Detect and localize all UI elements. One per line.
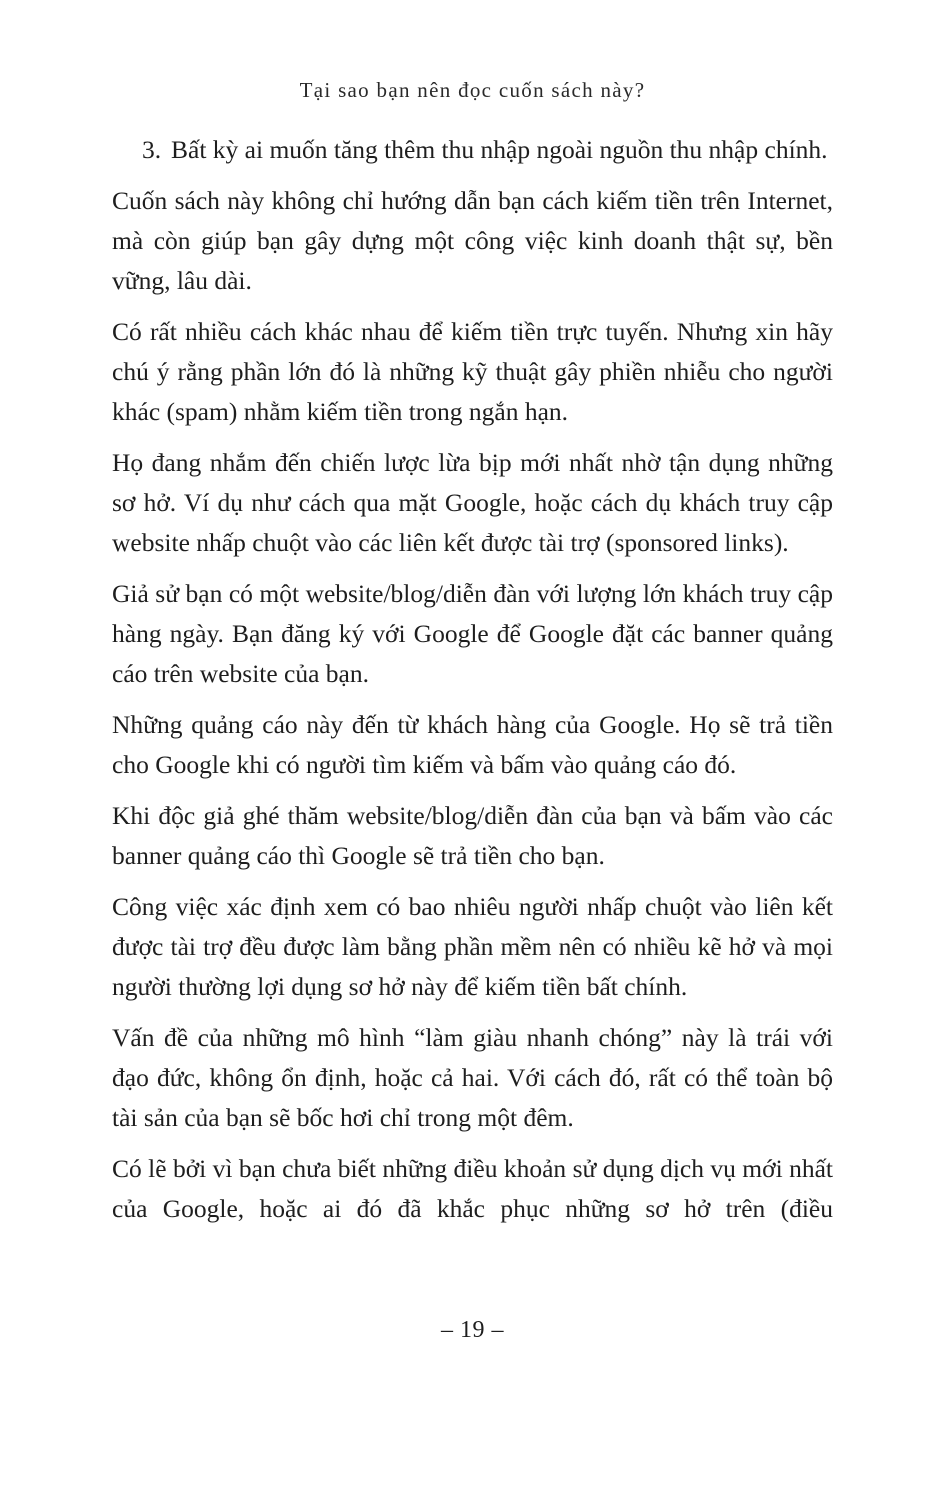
paragraph: Vấn đề của những mô hình “làm giàu nhanh chóng” này là trái với đạo đức, không ổn định, hoặc cả hai. Với cách đó, rất có thể toàn bộ tài sản của bạn sẽ bốc hơi chỉ trong một đêm. (112, 1023, 833, 1132)
list-item-text: Bất kỳ ai muốn tăng thêm thu nhập ngoài nguồn thu nhập chính. (171, 135, 828, 164)
paragraph-continued: Có lẽ bởi vì bạn chưa biết những điều khoản sử dụng dịch vụ mới nhất của Google, hoặc ai đó đã khắc phục những sơ hở trên (điều (112, 1154, 833, 1223)
body-text (112, 130, 833, 1240)
list-item-number: 3. (142, 135, 162, 164)
paragraph: Khi độc giả ghé thăm website/blog/diễn đàn của bạn và bấm vào các banner quảng cáo thì Google sẽ trả tiền cho bạn. (112, 801, 833, 870)
paragraph: Họ đang nhắm đến chiến lược lừa bịp mới nhất nhờ tận dụng những sơ hở. Ví dụ như cách qua mặt Google, hoặc cách dụ khách truy cập website nhấp chuột vào các liên kết được tài trợ (sponsored links). (112, 448, 833, 557)
paragraph: Giả sử bạn có một website/blog/diễn đàn với lượng lớn khách truy cập hàng ngày. Bạn đăng ký với Google để Google đặt các banner quảng cáo trên website của bạn. (112, 579, 833, 688)
paragraph: Cuốn sách này không chỉ hướng dẫn bạn cách kiếm tiền trên Internet, mà còn giúp bạn gây dựng một công việc kinh doanh thật sự, bền vững, lâu dài. (112, 186, 833, 295)
page-number: – 19 – (441, 1317, 504, 1343)
running-header: Tại sao bạn nên đọc cuốn sách này? (299, 78, 646, 102)
paragraph: Công việc xác định xem có bao nhiêu người nhấp chuột vào liên kết được tài trợ đều được làm bằng phần mềm nên có nhiều kẽ hở và mọi người thường lợi dụng sơ hở này để kiếm tiền bất chính. (112, 892, 833, 1001)
paragraph: Những quảng cáo này đến từ khách hàng của Google. Họ sẽ trả tiền cho Google khi có người tìm kiếm và bấm vào quảng cáo đó. (112, 710, 833, 779)
paragraph: Có rất nhiều cách khác nhau để kiếm tiền trực tuyến. Nhưng xin hãy chú ý rằng phần lớn đó là những kỹ thuật gây phiền nhiễu cho người khác (spam) nhằm kiếm tiền trong ngắn hạn. (112, 317, 833, 426)
numbered-list-item (112, 130, 833, 170)
